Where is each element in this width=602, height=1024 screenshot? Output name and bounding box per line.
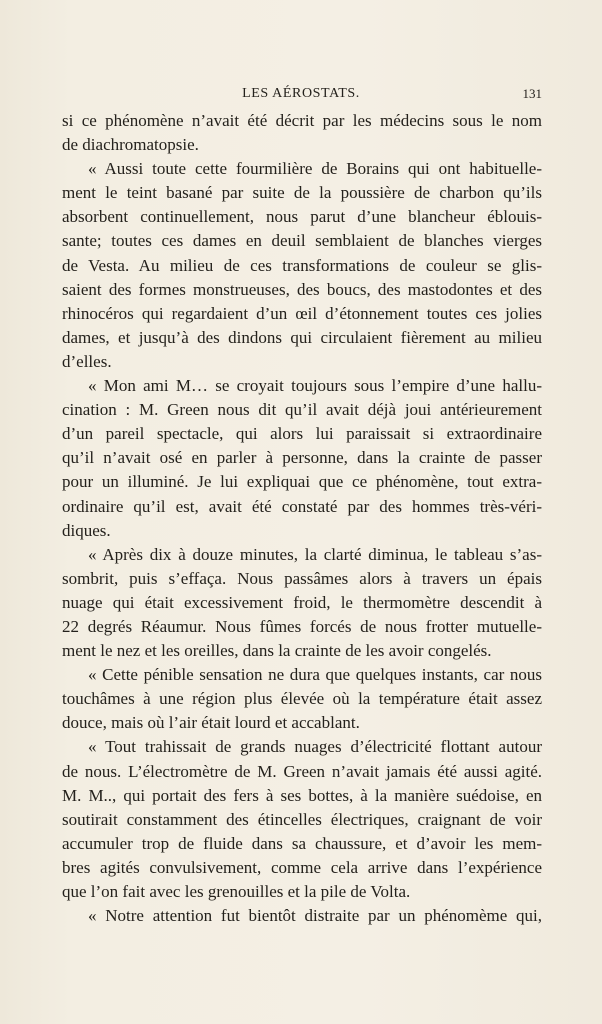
text-line: ordinaire qu’il est, avait été constaté par des hommes très-véri- [62,496,542,516]
text-line: de diachromatopsie. [62,135,199,155]
text-line: accumuler trop de fluide dans sa chaussure, et d’avoir les mem- [62,833,542,853]
text-line: 22 degrés Réaumur. Nous fûmes forcés de nous frotter mutuelle- [62,616,542,636]
text-line: M. M.., qui portait des fers à ses bottes, à la manière suédoise, en [62,785,542,805]
text-line: sombrit, puis s’effaça. Nous passâmes alors à travers un épais [62,568,542,588]
text-line: douce, mais où l’air était lourd et accablant. [62,713,360,733]
text-line: d’un pareil spectacle, qui alors lui paraissait si extraordinaire [62,424,542,444]
text-line: touchâmes à une région plus élevée où la température était assez [62,689,542,709]
text-line: « Cette pénible sensation ne dura que quelques instants, car nous [88,665,542,685]
text-line: sante; toutes ces dames en deuil semblaient de blanches vierges [62,231,542,251]
text-line: saient des formes monstrueuses, des boucs, des mastodontes et des [62,279,542,299]
text-line: de Vesta. Au milieu de ces transformations de couleur se glis- [62,255,542,275]
text-line: « Tout trahissait de grands nuages d’électricité flottant autour [88,737,542,757]
text-line: d’elles. [62,351,112,371]
text-line: de nous. L’électromètre de M. Green n’avait jamais été aussi agité. [62,761,542,781]
text-line: nuage qui était excessivement froid, le thermomètre descendit à [62,592,542,612]
text-line: rhinocéros qui regardaient d’un œil d’étonnement toutes ces jolies [62,303,542,323]
text-line: ment le teint basané par suite de la poussière de charbon qu’ils [62,183,542,203]
text-line: cination : M. Green nous dit qu’il avait déjà joui antérieurement [62,400,542,420]
text-line: diques. [62,520,111,540]
text-line: si ce phénomène n’avait été décrit par les médecins sous le nom [62,111,542,130]
text-line: que l’on fait avec les grenouilles et la pile de Volta. [62,882,411,901]
running-title: LES AÉROSTATS. [242,86,360,101]
page-header [60,86,542,106]
text-line: bres agités convulsivement, comme cela arrive dans l’expérience [62,857,542,877]
text-line: absorbent continuellement, nous parut d’une blancheur éblouis- [62,207,542,227]
page-number: 131 [522,86,542,101]
text-line: « Après dix à douze minutes, la clarté diminua, le tableau s’as- [88,544,542,564]
text-line: « Notre attention fut bientôt distraite par un phénomème qui, [88,906,542,926]
text-line: ment le nez et les oreilles, dans la crainte de les avoir congelés. [62,641,492,661]
text-line: soutirait constamment des étincelles électriques, craignant de voir [62,809,542,829]
text-line: pour un illuminé. Je lui expliquai que ce phénomène, tout extra- [62,472,542,492]
text-line: « Mon ami M… se croyait toujours sous l’empire d’une hallu- [88,376,542,396]
text-line: « Aussi toute cette fourmilière de Borains qui ont habituelle- [88,159,542,179]
text-line: qu’il n’avait osé en parler à personne, dans la crainte de passer [62,448,542,468]
body-text [62,109,542,928]
text-line: dames, et jusqu’à des dindons qui circulaient fièrement au milieu [62,327,542,347]
